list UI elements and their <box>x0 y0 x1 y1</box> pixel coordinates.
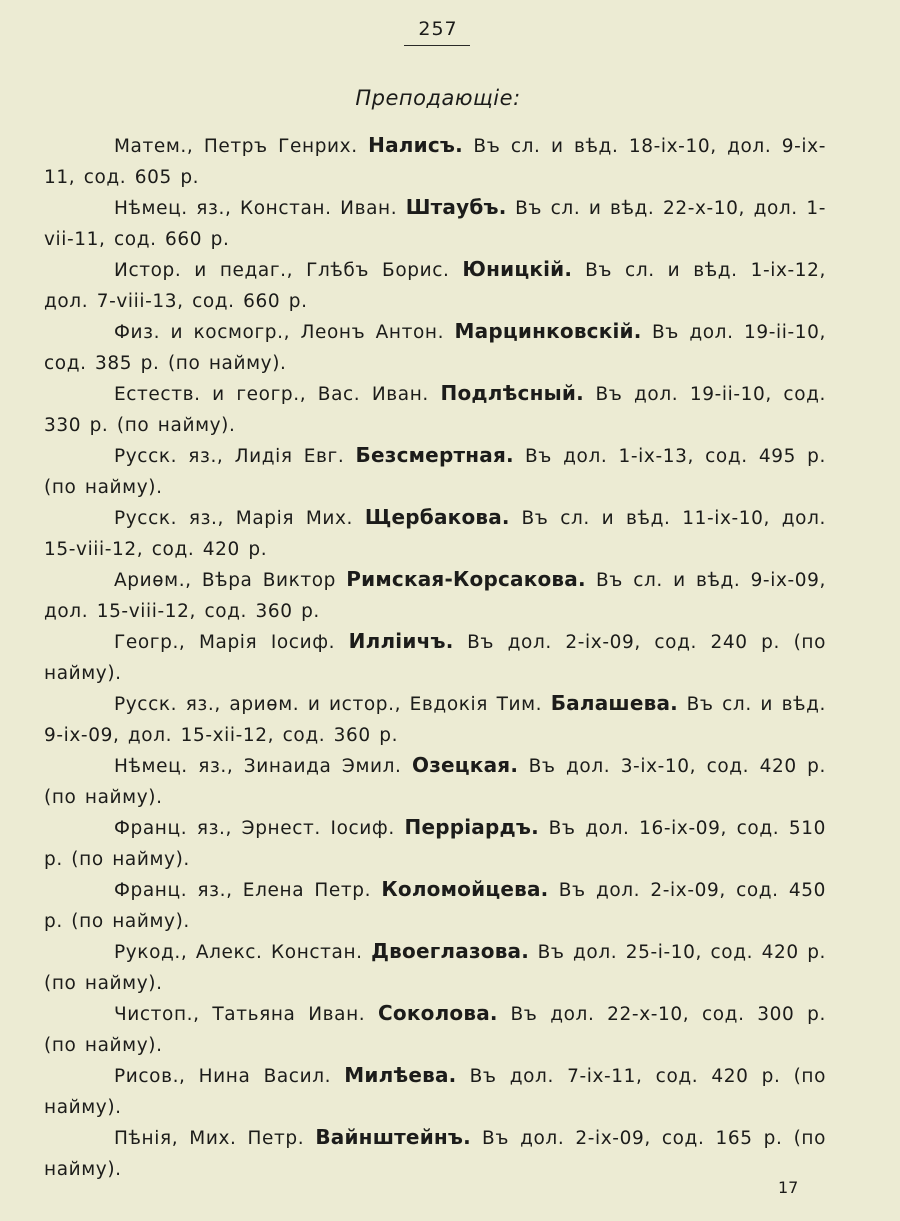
teacher-entry <box>44 626 826 688</box>
entry-subject: Русск. яз., Лидія Евг. <box>114 446 345 467</box>
entry-details: Въ сл. и вѣд. 9-ix-09, дол. 15-viii-12, сод. 360 р. <box>44 570 826 622</box>
entry-subject: Нѣмец. яз., Зинаида Эмил. <box>114 756 402 777</box>
entry-subject: Матем., Петръ Генрих. <box>114 136 358 157</box>
entry-subject: Русск. яз., Марія Мих. <box>114 508 354 529</box>
entry-name: Щербакова. <box>364 505 510 529</box>
teacher-entry <box>44 812 826 874</box>
teacher-entry <box>44 192 826 254</box>
entry-details: Въ дол. 2-ix-09, сод. 165 р. (по найму). <box>44 1128 827 1180</box>
teacher-entry <box>44 1122 826 1184</box>
entry-name: Перріардъ. <box>404 815 539 839</box>
entry-subject: Рукод., Алекс. Констан. <box>114 942 363 963</box>
entry-subject: Естеств. и геогр., Вас. Иван. <box>114 384 429 405</box>
teacher-entry <box>44 936 826 998</box>
teacher-entry <box>44 688 826 750</box>
entry-details: Въ сл. и вѣд. 1-ix-12, дол. 7-viii-13, сод. 660 р. <box>44 260 827 312</box>
entry-subject: Физ. и космогр., Леонъ Антон. <box>114 322 445 343</box>
entry-subject: Франц. яз., Эрнест. Іосиф. <box>114 818 395 839</box>
entry-name: Балашева. <box>550 691 678 715</box>
teacher-entry <box>44 750 826 812</box>
entry-subject: Геогр., Марія Іосиф. <box>114 632 336 653</box>
entry-name: Подлѣсный. <box>440 381 584 405</box>
teacher-entry <box>44 316 826 378</box>
teacher-entry <box>44 502 826 564</box>
entry-subject: Чистоп., Татьяна Иван. <box>114 1004 366 1025</box>
entry-subject: Пѣнія, Мих. Петр. <box>114 1128 305 1149</box>
entry-name: Илліичъ. <box>348 629 454 653</box>
printer-signature-mark: 17 <box>778 1178 799 1197</box>
entry-name: Штаубъ. <box>405 195 507 219</box>
entry-details: Въ дол. 2-ix-09, сод. 450 р. (по найму). <box>44 880 827 932</box>
teacher-entry <box>44 130 826 192</box>
entry-details: Въ сл. и вѣд. 9-ix-09, дол. 15-xii-12, сод. 360 р. <box>44 694 827 746</box>
entry-name: Двоеглазова. <box>371 939 530 963</box>
entry-name: Коломойцева. <box>381 877 549 901</box>
entry-details: Въ дол. 2-ix-09, сод. 240 р. (по найму). <box>44 632 826 684</box>
teacher-entry <box>44 440 826 502</box>
entry-subject: Нѣмец. яз., Констан. Иван. <box>114 198 398 219</box>
entry-details: Въ дол. 7-ix-11, сод. 420 р. (по найму). <box>44 1066 827 1118</box>
entry-details: Въ дол. 22-x-10, сод. 300 р. (по найму). <box>44 1004 827 1056</box>
teacher-entry <box>44 1060 826 1122</box>
teacher-entry <box>44 998 826 1060</box>
entry-subject: Истор. и педаг., Глѣбъ Борис. <box>114 260 450 281</box>
entry-name: Вайнштейнъ. <box>315 1125 471 1149</box>
entry-subject: Русск. яз., ариѳм. и истор., Евдокія Тим. <box>114 694 543 715</box>
page-number-rule <box>404 45 470 46</box>
teacher-entry <box>44 874 826 936</box>
entry-name: Налисъ. <box>368 133 463 157</box>
entry-subject: Ариѳм., Вѣра Виктор <box>114 570 337 591</box>
entry-subject: Франц. яз., Елена Петр. <box>114 880 372 901</box>
entry-name: Юницкій. <box>462 257 573 281</box>
entry-details: Въ сл. и вѣд. 22-x-10, дол. 1-vii-11, сод. 660 р. <box>44 198 826 250</box>
entry-subject: Рисов., Нина Васил. <box>114 1066 332 1087</box>
entry-name: Милѣева. <box>344 1063 457 1087</box>
entry-name: Озецкая. <box>412 753 519 777</box>
entry-details: Въ дол. 3-ix-10, сод. 420 р. (по найму). <box>44 756 826 808</box>
entry-details: Въ сл. и вѣд. 18-ix-10, дол. 9-ix-11, сод. 605 р. <box>44 136 826 188</box>
teacher-entry <box>44 254 826 316</box>
entry-name: Римская-Корсакова. <box>346 567 586 591</box>
entry-details: Въ дол. 1-ix-13, сод. 495 р. (по найму). <box>44 446 826 498</box>
entry-details: Въ дол. 25-i-10, сод. 420 р. (по найму). <box>44 942 827 994</box>
entry-name: Соколова. <box>378 1001 498 1025</box>
teacher-entry <box>44 378 826 440</box>
teacher-entry <box>44 564 826 626</box>
entry-details: Въ дол. 16-ix-09, сод. 510 р. (по найму). <box>44 818 827 870</box>
entry-name: Безсмертная. <box>355 443 514 467</box>
entry-name: Марцинковскій. <box>454 319 642 343</box>
teacher-list <box>44 130 826 1184</box>
entry-details: Въ дол. 19-ii-10, сод. 385 р. (по найму). <box>44 322 826 374</box>
entry-details: Въ дол. 19-ii-10, сод. 330 р. (по найму). <box>44 384 826 436</box>
section-heading: Преподающіе: <box>355 86 521 110</box>
page-number: 257 <box>418 18 458 40</box>
entry-details: Въ сл. и вѣд. 11-ix-10, дол. 15-viii-12, сод. 420 р. <box>44 508 826 560</box>
